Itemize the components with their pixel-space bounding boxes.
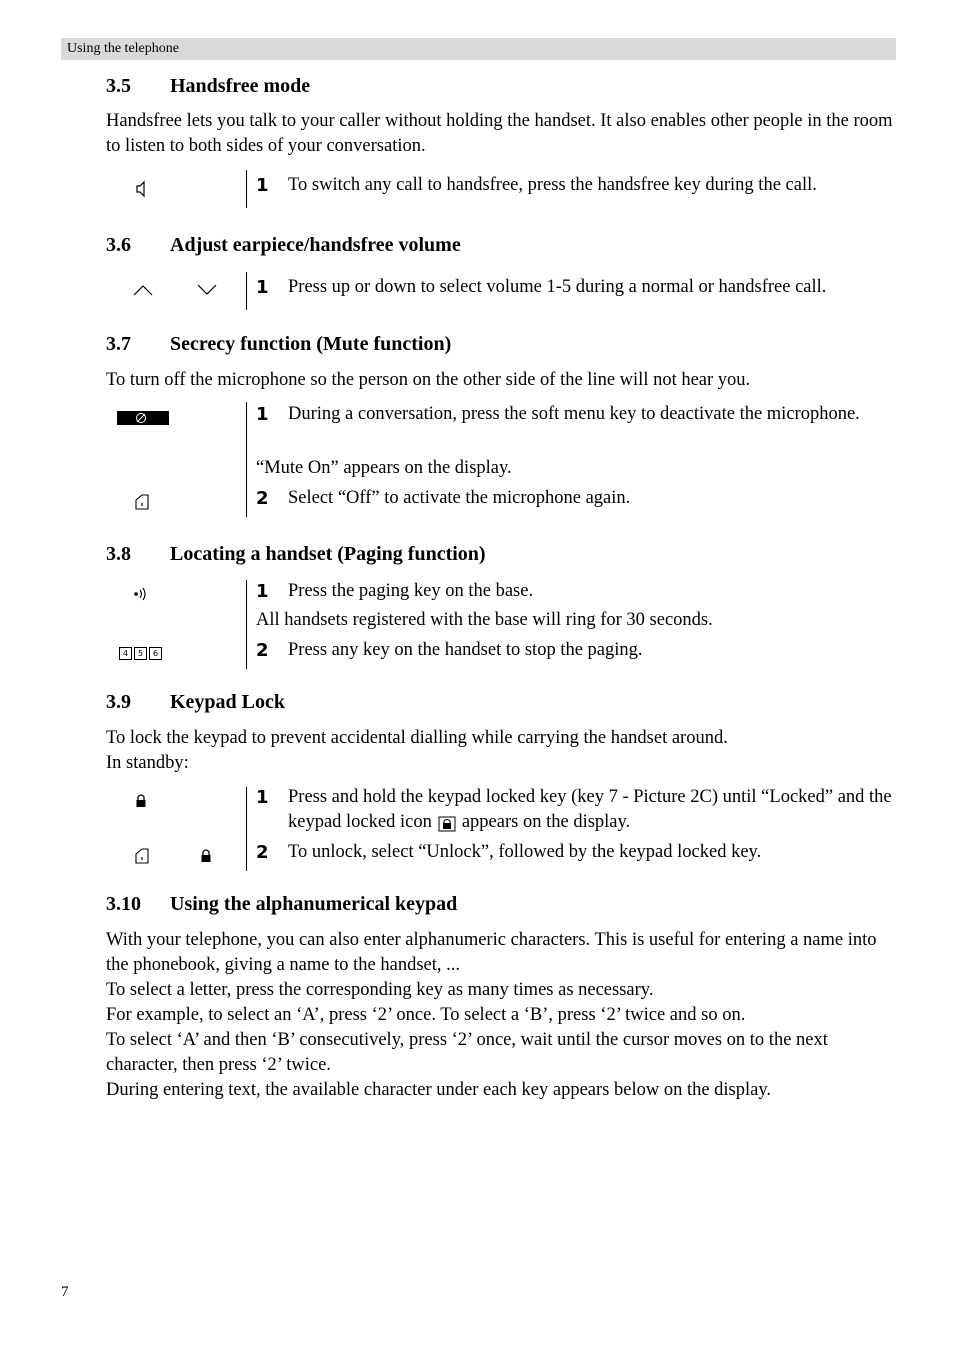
menu-soft-key-icon bbox=[134, 847, 150, 865]
section-heading-3-6: 3.6 Adjust earpiece/handsfree volume bbox=[106, 234, 461, 256]
step: 2 To unlock, select “Unlock”, followed by the keypad locked key. bbox=[256, 842, 762, 863]
keypad-lock-key-icon bbox=[200, 848, 212, 863]
divider bbox=[246, 402, 247, 517]
handsfree-speaker-icon bbox=[134, 180, 148, 198]
paragraph: Handsfree lets you talk to your caller without holding the handset. It also enables other people in the room to listen to both sides of your conversation. bbox=[106, 111, 893, 156]
step: 1 To switch any call to handsfree, press the handsfree key during the call. bbox=[256, 175, 817, 196]
keypad-locked-display-icon bbox=[438, 814, 456, 832]
step: 2 Press any key on the handset to stop the paging. bbox=[256, 640, 643, 661]
paragraph: To lock the keypad to prevent accidental dialling while carrying the handset around. bbox=[106, 728, 728, 748]
key-4-icon: 4 bbox=[119, 647, 132, 660]
key-5-icon: 5 bbox=[134, 647, 147, 660]
key-6-icon: 6 bbox=[149, 647, 162, 660]
paragraph: During entering text, the available character under each key appears below on the display. bbox=[106, 1080, 772, 1100]
step: 1 Press and hold the keypad locked key (key 7 - Picture 2C) until “Locked” and the keypad locked icon appears on the display. bbox=[256, 787, 892, 832]
section-heading-3-10: 3.10 Using the alphanumerical keypad bbox=[106, 893, 458, 915]
paragraph: To select a letter, press the corresponding key as many times as necessary. bbox=[106, 980, 654, 1000]
divider bbox=[246, 580, 247, 669]
page-number: 7 bbox=[61, 1284, 69, 1300]
running-header bbox=[61, 38, 896, 60]
step-note: “Mute On” appears on the display. bbox=[256, 458, 512, 478]
paragraph: To select ‘A’ and then ‘B’ consecutively, press ‘2’ once, wait until the cursor moves on to the next character, then press ‘2’ twice. bbox=[106, 1030, 828, 1075]
divider bbox=[246, 787, 247, 871]
step: 1 Press up or down to select volume 1-5 during a normal or handsfree call. bbox=[256, 277, 827, 298]
mute-soft-key-icon bbox=[117, 411, 169, 425]
volume-up-arrow-icon bbox=[132, 283, 154, 297]
section-heading-3-7: 3.7 Secrecy function (Mute function) bbox=[106, 333, 452, 355]
volume-down-arrow-icon bbox=[196, 283, 218, 297]
running-header-title: Using the telephone bbox=[67, 41, 179, 56]
paragraph: With your telephone, you can also enter alphanumeric characters. This is useful for entering a name into the phonebook, giving a name to the handset, ... bbox=[106, 930, 877, 975]
paragraph: For example, to select an ‘A’, press ‘2’ once. To select a ‘B’, press ‘2’ twice and so on. bbox=[106, 1005, 746, 1025]
keypad-keys-icon bbox=[119, 647, 162, 660]
step: 1 Press the paging key on the base. bbox=[256, 581, 534, 602]
paragraph: In standby: bbox=[106, 753, 189, 773]
step: 1 During a conversation, press the soft menu key to deactivate the microphone. bbox=[256, 404, 860, 425]
step: 2 Select “Off” to activate the microphone again. bbox=[256, 488, 631, 509]
menu-soft-key-icon bbox=[134, 493, 150, 511]
section-heading-3-9: 3.9 Keypad Lock bbox=[106, 691, 286, 713]
section-heading-3-8: 3.8 Locating a handset (Paging function) bbox=[106, 543, 486, 565]
divider bbox=[246, 272, 247, 310]
keypad-lock-key-icon bbox=[135, 793, 147, 808]
divider bbox=[246, 170, 247, 208]
step-note: All handsets registered with the base will ring for 30 seconds. bbox=[256, 610, 713, 630]
paging-key-icon bbox=[132, 586, 150, 602]
paragraph: To turn off the microphone so the person on the other side of the line will not hear you. bbox=[106, 370, 751, 390]
section-heading-3-5: 3.5 Handsfree mode bbox=[106, 75, 311, 97]
